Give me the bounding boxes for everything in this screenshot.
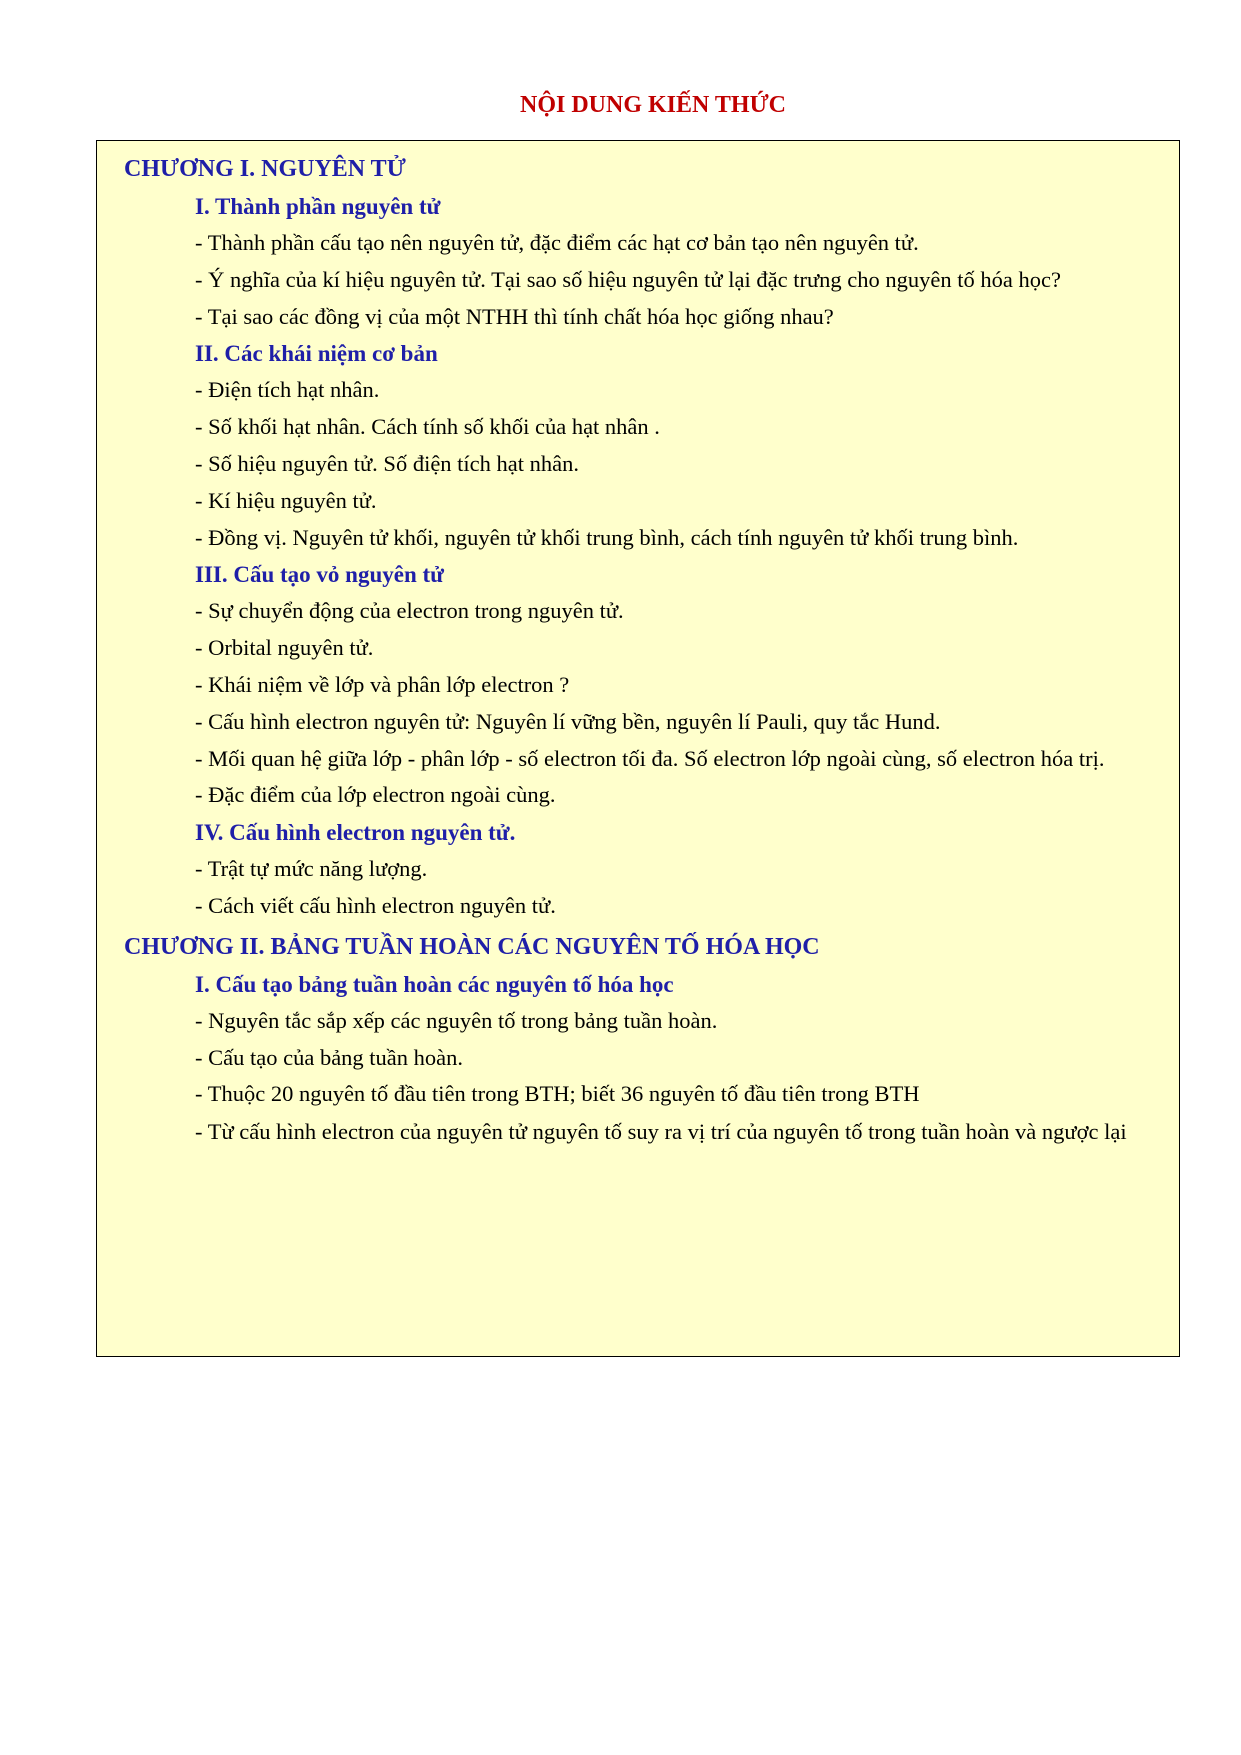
- content-box: [96, 140, 1180, 1357]
- list-item: - Orbital nguyên tử.: [195, 635, 374, 661]
- list-item: - Mối quan hệ giữa lớp - phân lớp - số electron tối đa. Số electron lớp ngoài cùng, số electron hóa trị.: [195, 745, 1105, 771]
- chapter-1-section-1-heading: I. Thành phần nguyên tử: [195, 194, 441, 219]
- list-item: - Trật tự mức năng lượng.: [195, 856, 428, 882]
- list-item: - Sự chuyển động của electron trong nguyên tử.: [195, 598, 624, 624]
- list-item: - Tại sao các đồng vị của một NTHH thì tính chất hóa học giống nhau?: [195, 303, 834, 329]
- list-item: - Đồng vị. Nguyên tử khối, nguyên tử khối trung bình, cách tính nguyên tử khối trung bình.: [195, 524, 1019, 550]
- list-item: - Số hiệu nguyên tử. Số điện tích hạt nhân.: [195, 450, 580, 476]
- content-area: [124, 151, 1173, 1148]
- list-item: - Cấu hình electron nguyên tử: Nguyên lí vững bền, nguyên lí Pauli, quy tắc Hund.: [195, 708, 941, 734]
- list-item: - Cấu tạo của bảng tuần hoàn.: [195, 1044, 464, 1070]
- chapter-1-section-3-heading: III. Cấu tạo vỏ nguyên tử: [195, 562, 444, 588]
- list-item: - Số khối hạt nhân. Cách tính số khối của hạt nhân .: [195, 414, 660, 440]
- chapter-1-section-4-heading: IV. Cấu hình electron nguyên tử.: [195, 820, 516, 846]
- chapter-1-title: CHƯƠNG I. NGUYÊN TỬ: [124, 156, 406, 182]
- list-item: - Kí hiệu nguyên tử.: [195, 487, 377, 513]
- page-title: NỘI DUNG KIẾN THỨC: [519, 92, 787, 118]
- list-item: - Cách viết cấu hình electron nguyên tử.: [195, 892, 556, 918]
- paragraph: - Từ cấu hình electron của nguyên tử nguyên tố suy ra vị trí của nguyên tố trong tuần hoàn và ngược lại: [195, 1119, 1127, 1145]
- chapter-1-section-2-heading: II. Các khái niệm cơ bản: [195, 341, 438, 367]
- chapter-2-section-1-heading: I. Cấu tạo bảng tuần hoàn các nguyên tố hóa học: [195, 971, 674, 997]
- chapter-2-title: CHƯƠNG II. BẢNG TUẦN HOÀN CÁC NGUYÊN TỐ HÓA HỌC: [124, 933, 820, 960]
- list-item: - Thuộc 20 nguyên tố đầu tiên trong BTH; biết 36 nguyên tố đầu tiên trong BTH: [195, 1081, 920, 1107]
- list-item: - Ý nghĩa của kí hiệu nguyên tử. Tại sao số hiệu nguyên tử lại đặc trưng cho nguyên tố hóa học?: [195, 266, 1061, 292]
- list-item: - Đặc điểm của lớp electron ngoài cùng.: [195, 782, 556, 808]
- list-item: - Nguyên tắc sắp xếp các nguyên tố trong bảng tuần hoàn.: [195, 1007, 718, 1033]
- list-item: - Khái niệm về lớp và phân lớp electron ?: [195, 671, 570, 697]
- list-item: - Điện tích hạt nhân.: [195, 377, 380, 403]
- list-item: - Thành phần cấu tạo nên nguyên tử, đặc điểm các hạt cơ bản tạo nên nguyên tử.: [195, 230, 919, 255]
